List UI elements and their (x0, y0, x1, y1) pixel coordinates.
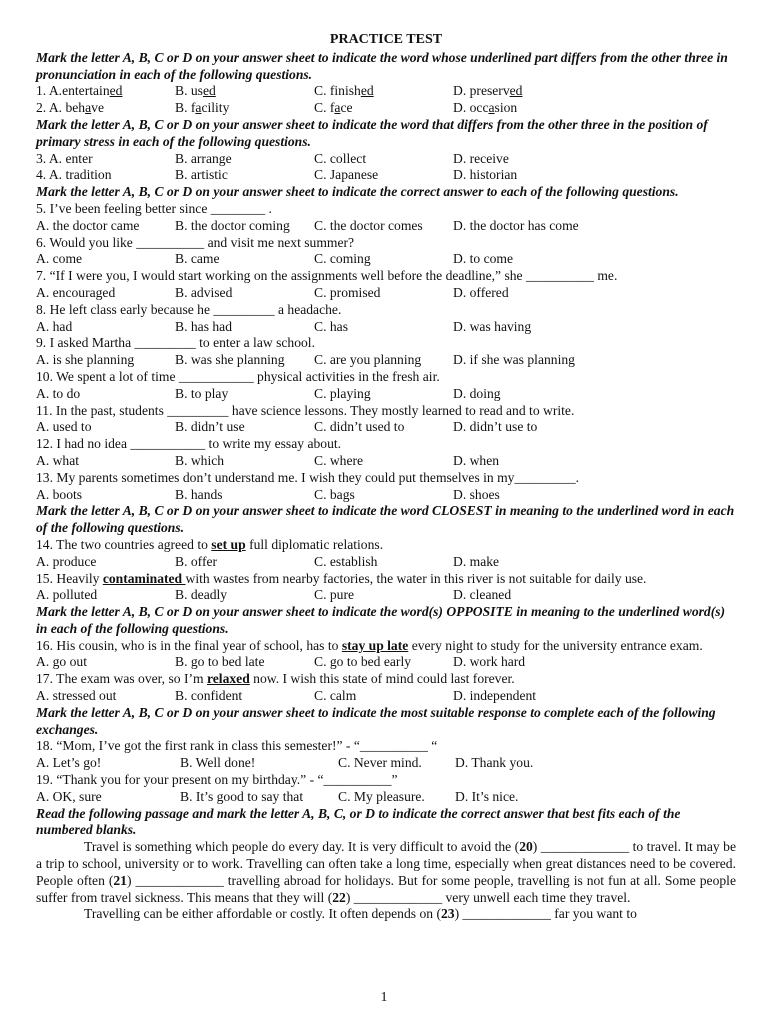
question-10-stem: 10. We spent a lot of time ___________ physical activities in the fresh air. (36, 368, 440, 384)
question-5-options: A. the doctor came B. the doctor coming C. the doctor comes D. the doctor has come (36, 217, 579, 233)
question-19-stem: 19. “Thank you for your present on my birthday.” - “__________” (36, 772, 398, 788)
question-14-stem: 14. The two countries agreed to set up full diplomatic relations. (36, 536, 384, 552)
worksheet-page (36, 32, 736, 923)
question-5-stem: 5. I’ve been feeling better since ________ . (36, 200, 272, 216)
question-15-options: A. polluted B. deadly C. pure D. cleaned (36, 587, 512, 603)
question-7-stem: 7. “If I were you, I would start working on the assignments well before the deadline,” she __________ me. (36, 268, 618, 284)
question-6-stem: 6. Would you like __________ and visit me next summer? (36, 234, 355, 250)
question-6-options: A. come B. came C. coming D. to come (36, 251, 514, 267)
page-title: PRACTICE TEST (329, 32, 443, 47)
question-12-options: A. what B. which C. where D. when (36, 452, 500, 468)
question-9-stem: 9. I asked Martha _________ to enter a law school. (36, 335, 315, 351)
question-11-options: A. used to B. didn’t use C. didn’t used to D. didn’t use to (36, 419, 538, 435)
question-17-options: A. stressed out B. confident C. calm D. independent (36, 688, 537, 704)
question-18-stem: 18. “Mom, I’ve got the first rank in class this semester!” - “__________ “ (36, 738, 438, 754)
question-13-options: A. boots B. hands C. bags D. shoes (36, 486, 500, 502)
instruction-correct-answer: Mark the letter A, B, C or D on your answer sheet to indicate the correct answer to each of the following questions. (36, 184, 679, 200)
instruction-closest-meaning: Mark the letter A, B, C or D on your answer sheet to indicate the word CLOSEST in meaning to the underlined word in each of the following questions. (36, 503, 735, 536)
instruction-pronunciation: Mark the letter A, B, C or D on your answer sheet to indicate the word whose underlined part differs from the other three in pronunciation in each of the following questions. (36, 49, 728, 82)
question-11-stem: 11. In the past, students _________ have science lessons. They mostly learned to read and to write. (36, 402, 575, 418)
question-8-stem: 8. He left class early because he _________ a headache. (36, 301, 342, 317)
question-17-stem: 17. The exam was over, so I’m relaxed now. I wish this state of mind could last forever. (36, 671, 515, 687)
question-9-options: A. is she planning B. was she planning C. are you planning D. if she was planning (36, 352, 575, 368)
passage-paragraph-1: Travel is something which people do every day. It is very difficult to avoid the (20) _____________ to travel. It may be a trip to school, university or to work. Travelling can often take a long time, especially when great distances need to be covered. People often (21) _____________ travelling abroad for holidays. But for some people, travelling is not fun at all. Some people suffer from travel sickness. This means that they will (22) _____________ very unwell each time they travel. (36, 839, 736, 905)
page-number: 1 (380, 990, 388, 1005)
question-3: 3. A. enter B. arrange C. collect D. receive (36, 150, 509, 166)
question-13-stem: 13. My parents sometimes don’t understand me. I wish they could put themselves in my_________. (36, 469, 580, 485)
instruction-exchanges: Mark the letter A, B, C or D on your answer sheet to indicate the most suitable response to complete each of the following exchanges. (36, 704, 716, 737)
question-18-options: A. Let’s go! B. Well done! C. Never mind. D. Thank you. (36, 755, 534, 771)
question-15-stem: 15. Heavily contaminated with wastes from nearby factories, the water in this river is not suitable for daily use. (36, 570, 647, 586)
instruction-passage: Read the following passage and mark the letter A, B, C, or D to indicate the correct answer that best fits each of the numbered blanks. (36, 805, 681, 838)
question-14-options: A. produce B. offer C. establish D. make (36, 553, 500, 569)
question-19-options: A. OK, sure B. It’s good to say that C. My pleasure. D. It’s nice. (36, 788, 519, 804)
instruction-opposite-meaning: Mark the letter A, B, C or D on your answer sheet to indicate the word(s) OPPOSITE in meaning to the underlined word(s) in each of the following questions. (36, 604, 726, 636)
question-16-stem: 16. His cousin, who is in the final year of school, has to stay up late every night to study for the university entrance exam. (36, 637, 703, 653)
question-10-options: A. to do B. to play C. playing D. doing (36, 385, 501, 401)
passage-paragraph-2: Travelling can be either affordable or costly. It often depends on (23) _____________ far you want to (84, 906, 637, 922)
question-1: 1. A.entertained B. used C. finished D. preserved (36, 83, 523, 99)
question-12-stem: 12. I had no idea ___________ to write my essay about. (36, 436, 342, 452)
question-16-options: A. go out B. go to bed late C. go to bed early D. work hard (36, 654, 526, 670)
question-8-options: A. had B. has had C. has D. was having (36, 318, 532, 334)
instruction-stress: Mark the letter A, B, C or D on your answer sheet to indicate the word that differs from the other three in the position of primary stress in each of the following questions. (36, 116, 708, 149)
question-2: 2. A. behave B. facility C. face D. occasion (36, 100, 518, 116)
question-4: 4. A. tradition B. artistic C. Japanese D. historian (36, 167, 518, 183)
question-7-options: A. encouraged B. advised C. promised D. offered (36, 284, 509, 300)
